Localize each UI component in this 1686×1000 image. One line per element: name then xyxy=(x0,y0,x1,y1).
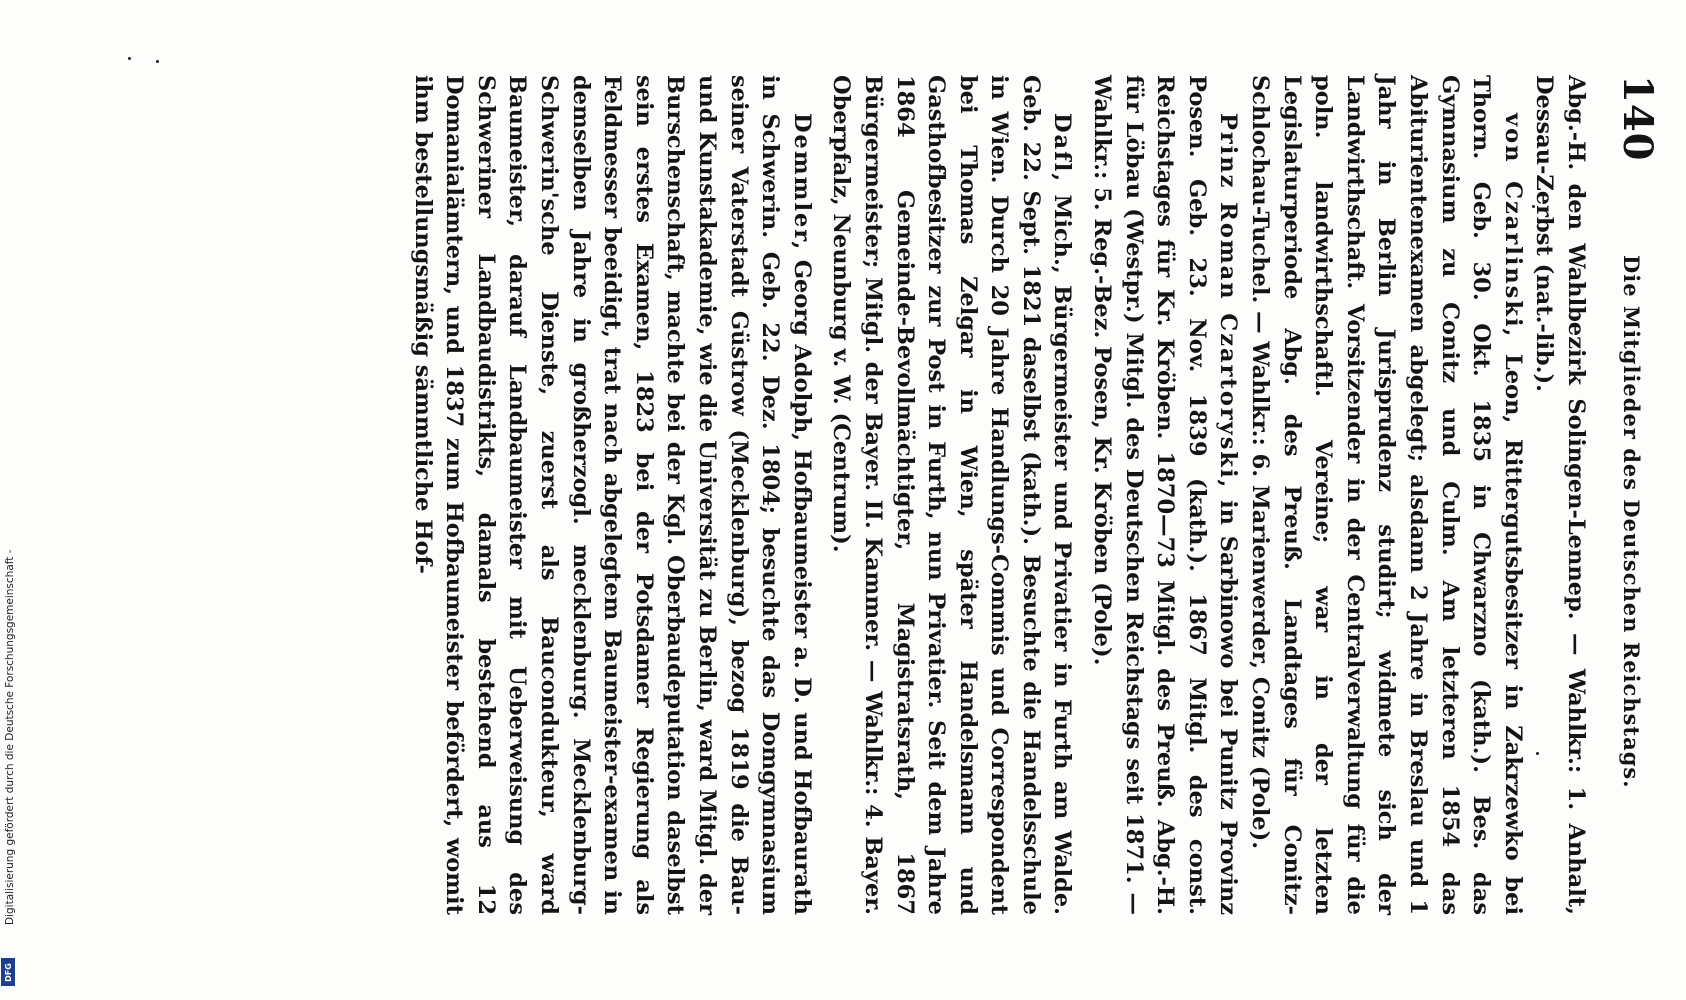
entry-czarlinski xyxy=(1243,75,1527,915)
entry-text: in Sarbinowo bei Punitz Provinz Posen. Geb. 23. Nov. 1839 (kath.). 1867 Mitgl. des const. Reichstages für Kr. Kröben. 1870—73 Mitgl. des Preuß. Abg.-H. für Löbau (Westpr.) Mitgl. des Deutschen Reichstags seit 1871. — Wahlkr.: 5. Reg.-Bez. Posen, Kr. Kröben (Pole). xyxy=(1089,75,1242,915)
entry-name: Demmler, xyxy=(788,113,815,252)
page-frame xyxy=(161,75,1661,915)
entry-text: Leon, Rittergutsbesitzer in Zakrzewko bei Thorn. Geb. 30. Okt. 1835 in Chwarzno (kath.). Bes. das Gymnasium zu Conitz und Culm. Am letzteren 1854 das Abiturientenexamen abgelegt; alsdann 2 Jahre in Breslau und 1 Jahr in Berlin Jurisprudenz studirt; widmete sich der Landwirthschaft. Vorsitzender in der Centralverwaltung für die poln. landwirthschaftl. Vereine; war in der letzten Legislaturperiode Abg. des Preuß. Landtages für Conitz-Schlochau-Tuchel. — Wahlkr.: 6. Marienwerder, Conitz (Pole). xyxy=(1247,75,1526,915)
entry-demmler xyxy=(406,75,817,915)
entry-name: Dafl, xyxy=(1049,113,1076,184)
page-body xyxy=(406,75,1591,915)
entry-name: Prinz Roman Czartoryski, xyxy=(1215,113,1242,490)
paragraph-text: Abg.-H. den Wahlbezirk Solingen-Lennep. — Wahlkr.: 1. Anhalt, Dessau-Zerbst (nat.-lib.). xyxy=(1531,75,1589,915)
digitization-credit: Digitalisierung gefördert durch die Deutsche Forschungsgemeinschaft - xyxy=(4,549,16,925)
page-number: 140 xyxy=(1614,75,1661,162)
entry-dafl xyxy=(825,75,1078,915)
entry-czartoryski xyxy=(1086,75,1244,915)
dfg-logo-text: DFG xyxy=(3,962,13,982)
paragraph-continuation xyxy=(1528,75,1591,915)
page-header xyxy=(1591,75,1661,915)
running-head: Die Mitglieder des Deutschen Reichstags. xyxy=(1619,255,1644,789)
entry-name: von Czarlinski, xyxy=(1499,113,1526,339)
entry-text: Georg Adolph, Hofbaumeister a. D. und Hofbaurath in Schwerin. Geb. 22. Dez. 1804; besuchte das Domgymnasium seiner Vaterstadt Güstrow (Mecklenburg), bezog 1819 die Bau- und Kunstakademie, wie die Universität zu Berlin, ward Mitgl. der Burschenschaft, machte bei der Kgl. Oberbaudeputation daselbst sein erstes Examen, 1823 bei der Potsdamer Regierung als Feldmesser beeidigt, trat nach abgelegtem Baumeister-examen in demselben Jahre in großherzogl. mecklenburg. Mecklenburg-Schwerin'sche Dienste, zuerst als Baucondukteur, ward Baumeister, darauf Landbaumeister mit Ueberweisung des Schweriner Landbaudistrikts, damals bestehend aus 12 Domanialämtern, und 1837 zum Hofbaumeister befördert, womit ihm bestellungsmäßig sämmtliche Hof- xyxy=(409,75,815,915)
entry-text: Mich., Bürgermeister und Privatier in Furth am Walde. Geb. 22. Sept. 1821 daselbst (kath.). Besuchte die Handelsschule in Wien. Durch 20 Jahre Handlungs-Commis und Correspondent bei Thomas Zelgar in Wien, später Handelsmann und Gasthofbesitzer zur Post in Furth, nun Privatier. Seit dem Jahre 1864 Gemeinde-Bevollmächtigter, Magistratsrath, 1867 Bürgermeister; Mitgl. der Bayer. II. Kammer. — Wahlkr.: 4. Bayer. Oberpfalz, Neunburg v. W. (Centrum). xyxy=(828,75,1076,915)
